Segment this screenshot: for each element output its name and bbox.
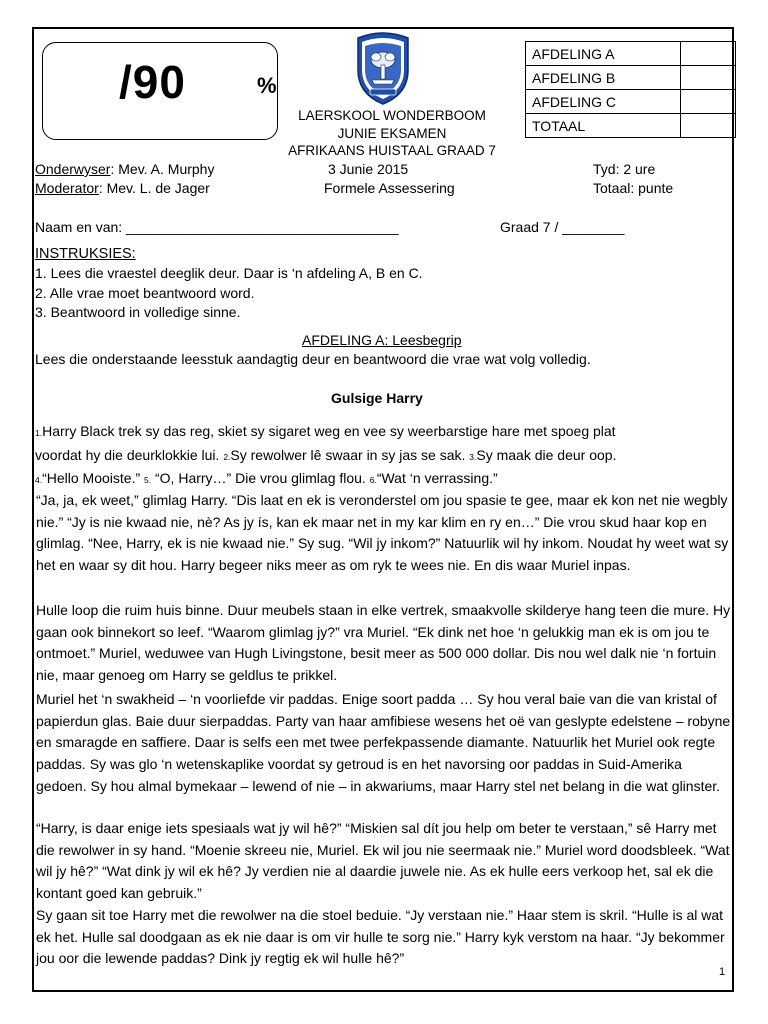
moderator-value: : Mev. L. de Jager: [98, 180, 210, 196]
sentence-text: “O, Harry…” Die vrou glimlag flou.: [151, 470, 370, 486]
story-line: [35, 468, 735, 492]
section-a-title: AFDELING A: Leesbegrip: [302, 332, 462, 348]
story-paragraph-2: “Ja, ja, ek weet,” glimlag Harry. “Dis laat en ek is veronderstel om jou spasie te gee, maar ek kon net nie wegbly nie.” “Jy is nie kwaad nie, nè? As jy ís, kan ek maar net in my kar klim en ry en…” Die vrou skud haar kop en glimlag. “Nee, Harry, ek is nie kwaad nie.” Sy sug. “Wil jy inkom?” Natuurlik wil hy inkom. Noudat hy weet wat sy het en waar sy dit hou. Harry begeer niks meer as om ryk te wees nie. En dis waar Muriel inpas.: [36, 492, 729, 574]
story-title: Gulsige Harry: [331, 390, 423, 406]
assessment-type: Formele Assessering: [324, 180, 455, 196]
page-number: 1: [719, 966, 726, 978]
sentence-number: 4.: [35, 475, 43, 485]
story-line: [35, 421, 735, 445]
story-paragraph-1: [35, 421, 735, 492]
instruction-item: 1. Lees die vraestel deeglik deur. Daar is ‘n afdeling A, B en C.: [35, 265, 423, 281]
total-marks: Totaal: punte: [593, 180, 674, 196]
section-label: TOTAAL: [526, 114, 681, 138]
sentence-number: 2.: [223, 451, 231, 462]
sentence-number: 1.: [35, 428, 43, 438]
section-score-cell: [681, 42, 736, 66]
sections-score-table: [525, 41, 736, 138]
story-paragraph-6: Sy gaan sit toe Harry met die rewolwer na die stoel beduie. “Jy verstaan nie.” Haar stem is skril. “Hulle is al wat ek het. Hulle sal doodgaan as ek nie daar is om vir hulle te sorg nie.” Harry kyk verstom na haar. “Jy bekommer jou oor die lewende paddas? Dink jy regtig ek wil hulle hê?”: [36, 907, 725, 967]
instruction-item: 3. Beantwoord in volledige sinne.: [35, 304, 241, 320]
section-label: AFDELING B: [526, 66, 681, 90]
subject-title: AFRIKAANS HUISTAAL GRAAD 7: [288, 143, 496, 158]
teacher-value: : Mev. A. Murphy: [110, 161, 215, 177]
exam-time: Tyd: 2 ure: [593, 161, 656, 177]
section-label: AFDELING C: [526, 90, 681, 114]
sentence-text: voordat hy die deurklokkie lui.: [35, 446, 224, 463]
instructions-title: INSTRUKSIES:: [35, 246, 136, 262]
school-name: LAERSKOOL WONDERBOOM: [298, 108, 486, 123]
sentence-text: Sy maak die deur oop.: [476, 446, 617, 463]
story-paragraph-4: Muriel het ‘n swakheid – ‘n voorliefde vir paddas. Enige soort padda … Sy hou veral baie van die van kristal of papierdun glas. Baie duur sierpaddas. Party van haar amfibiese wesens het oë van geslypte edelstene – robyne en smaragde en saffiere. Daar is selfs een met twee perfekpassende diamante. Natuurlik het Muriel ook regte paddas. Sy was glo ‘n wetenskaplike voordat sy getroud is en het navorsing oor paddas in Suid-Amerika gedoen. Sy hou almal bymekaar – lewend of nie – in akwariums, maar Harry stel net belang in die wat glinster.: [36, 691, 731, 794]
grade-field[interactable]: Graad 7 / ________: [500, 219, 625, 235]
section-a-instruction: Lees die onderstaande leesstuk aandagtig deur en beantwoord die vrae wat volg volledig.: [35, 351, 591, 367]
instruction-item: 2. Alle vrae moet beantwoord word.: [35, 285, 255, 301]
school-crest-logo: [352, 30, 414, 106]
teacher-label: Onderwyser: [35, 161, 111, 177]
story-line: [35, 445, 735, 469]
sentence-text: “Wat ‘n verrassing.”: [376, 470, 498, 486]
moderator-label: Moderator: [35, 180, 99, 196]
section-score-cell: [681, 66, 736, 90]
score-total: /90: [119, 56, 186, 108]
sentence-text: “Hello Mooiste.”: [42, 470, 145, 486]
exam-title: JUNIE EKSAMEN: [337, 126, 447, 141]
sentence-text: Sy rewolwer lê swaar in sy jas se sak.: [230, 446, 470, 463]
name-field[interactable]: Naam en van: ___________________________________: [35, 219, 399, 235]
table-row: [526, 66, 736, 90]
section-label: AFDELING A: [526, 42, 681, 66]
sentence-number: 5.: [144, 475, 152, 485]
story-paragraph-5: “Harry, is daar enige iets spesiaals wat jy wil hê?” “Miskien sal dít jou help om beter te verstaan,” sê Harry met die rewolwer in sy hand. “Moenie skreeu nie, Muriel. Ek wil jou nie seermaak nie.” Muriel word doodsbleek. “Wat wil jy hê?” “Wat dink jy wil ek hê? Jy verdien nie al daardie juwele nie. As ek hulle eers verkoop het, sal ek die kontant goed kan gebruik.”: [36, 820, 730, 902]
table-row: [526, 42, 736, 66]
exam-date: 3 Junie 2015: [328, 161, 409, 177]
sentence-number: 3.: [469, 451, 477, 462]
percent-sign: %: [257, 73, 277, 98]
story-paragraph-3: Hulle loop die ruim huis binne. Duur meubels staan in elke vertrek, smaakvolle skilderye hang teen die mure. Hy gaan ook binnekort so leef. “Waarom glimlag jy?” vra Muriel. “Ek dink net hoe ‘n gelukkig man ek is om jou te ontmoet.” Muriel, weduwee van Hugh Livingstone, besit meer as 500 000 dollar. Dis nou wel dalk nie ‘n fortuin nie, maar genoeg om Harry se geldlus te prikkel.: [36, 602, 731, 684]
moderator-row: [35, 180, 210, 196]
sentence-text: Harry Black trek sy das reg, skiet sy sigaret weg en vee sy weerbarstige hare met spoeg plat: [42, 423, 616, 439]
teacher-row: [35, 161, 214, 177]
sentence-number: 6.: [369, 475, 377, 485]
